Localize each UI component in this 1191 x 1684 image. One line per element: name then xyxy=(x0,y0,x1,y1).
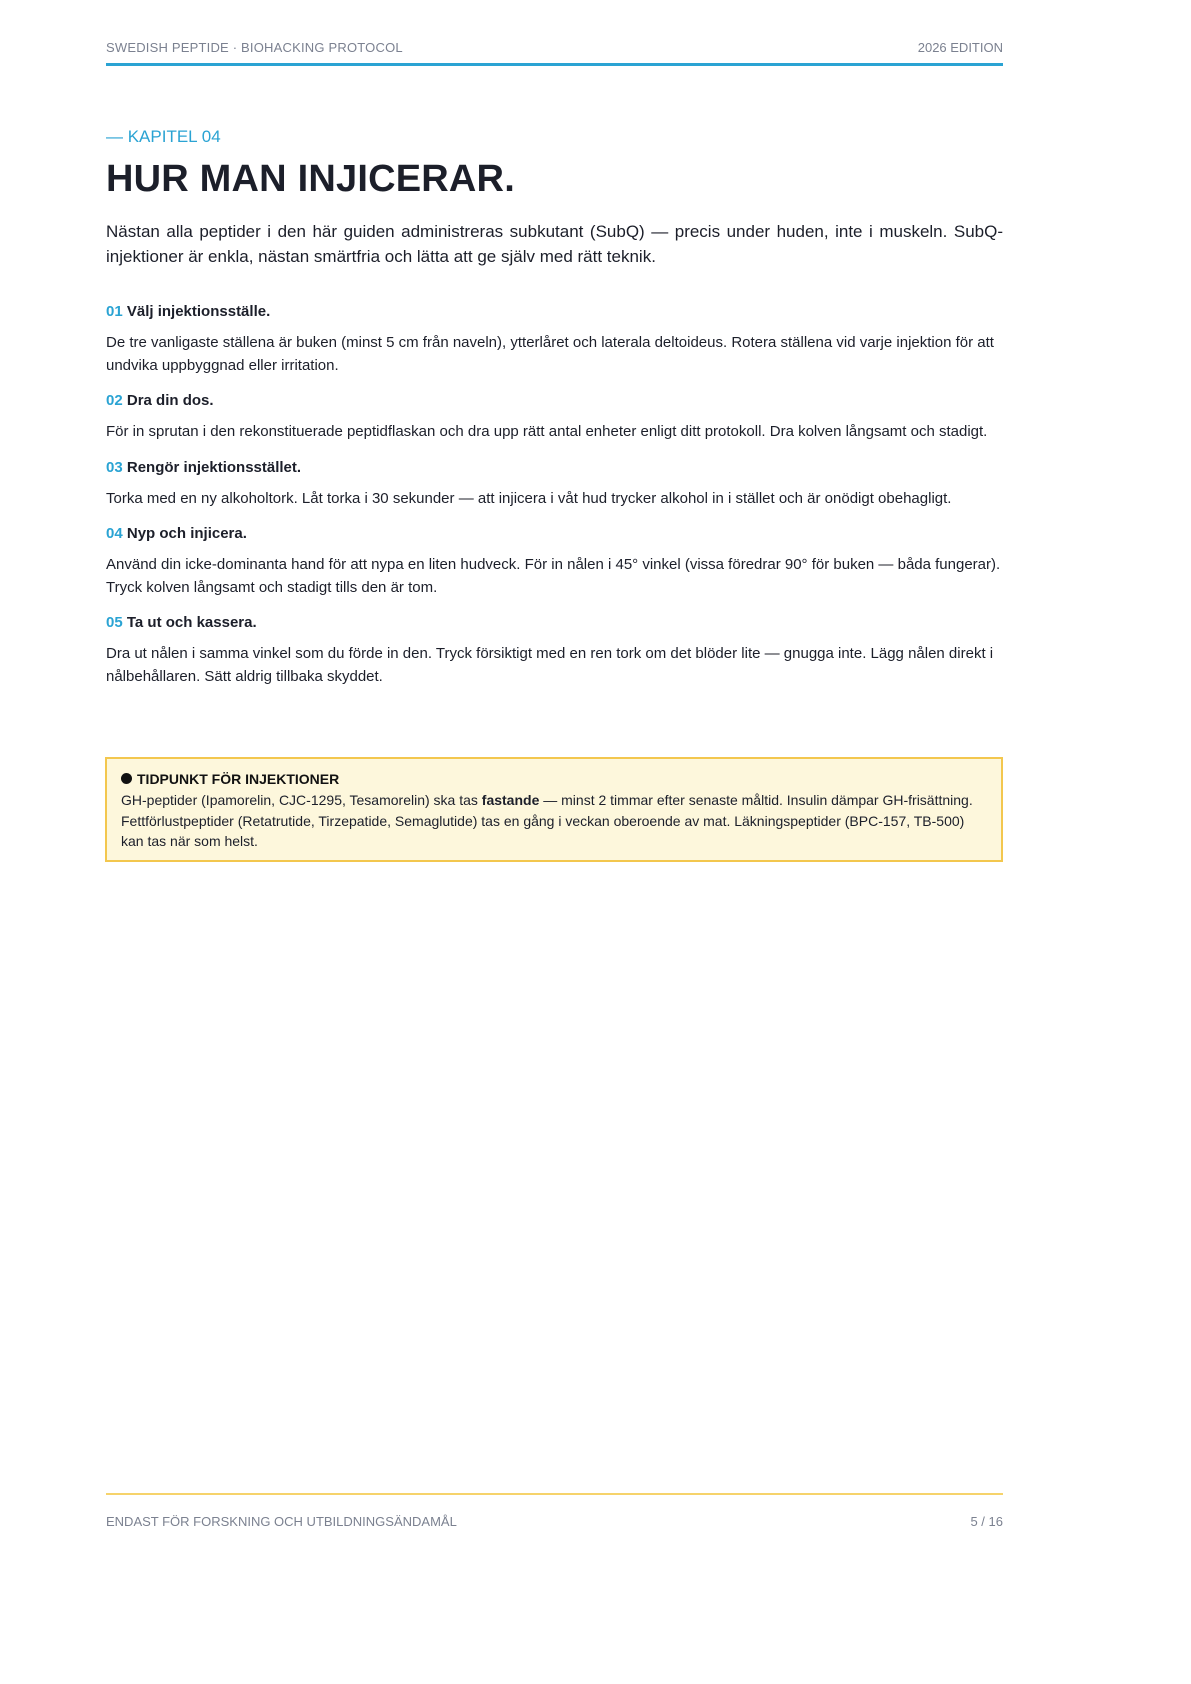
step-text: Dra ut nålen i samma vinkel som du förde in den. Tryck försiktigt med en ren tork om det blöder lite — gnugga inte. Lägg nålen direkt i nålbehållaren. Sätt aldrig tillbaka skyddet. xyxy=(106,645,994,685)
step-item xyxy=(106,390,1003,444)
step-title: Dra din dos. xyxy=(126,392,214,409)
footer-disclaimer: ENDAST FÖR FORSKNING OCH UTBILDNINGSÄNDAMÅL xyxy=(106,1514,457,1529)
step-number: 04 xyxy=(106,525,123,542)
chapter-lead: Nästan alla peptider i den här guiden administreras subkutant (SubQ) — precis under huden, inte i muskeln. SubQ-injektioner är enkla, nästan smärtfria och lätta att ge själv med rätt teknik. xyxy=(106,222,1003,266)
chapter-kicker: — KAPITEL 04 xyxy=(106,127,221,146)
callout-text xyxy=(121,790,987,852)
step-text: Använd din icke-dominanta hand för att nypa en liten hudveck. För in nålen i 45° vinkel (vissa föredrar 90° för buken — båda fungerar). Tryck kolven långsamt och stadigt tills den är tom. xyxy=(106,556,1001,596)
step-item xyxy=(106,457,1003,511)
step-text: De tre vanligaste ställena är buken (minst 5 cm från naveln), ytterlåret och laterala deltoideus. Rotera ställena vid varje injektion för att undvika uppbyggnad eller irritation. xyxy=(106,334,994,374)
callout-text-start: GH-peptider (Ipamorelin, CJC-1295, Tesamorelin) ska tas xyxy=(121,792,482,808)
callout-emphasis: fastande xyxy=(481,792,540,808)
callout-text-end: — minst 2 timmar efter senaste måltid. Insulin dämpar GH-frisättning. Fettförlustpeptider (Retatrutide, Tirzepatide, Semaglutide) tas en gång i veckan oberoende av mat. Läkningspeptider (BPC-157, TB-500) kan tas när som helst. xyxy=(121,792,973,849)
step-heading xyxy=(106,523,1003,545)
callout-heading xyxy=(121,769,987,789)
step-heading xyxy=(106,301,1003,323)
step-text: Torka med en ny alkoholtork. Låt torka i 30 sekunder — att injicera i våt hud trycker alkohol in i stället och är onödigt obehagligt. xyxy=(106,489,952,507)
header-edition: 2026 EDITION xyxy=(917,40,1003,55)
step-heading xyxy=(106,457,1003,479)
step-number: 05 xyxy=(106,614,123,631)
step-title: Ta ut och kassera. xyxy=(126,614,257,631)
step-item xyxy=(106,612,1003,688)
step-heading xyxy=(106,612,1003,634)
step-heading xyxy=(106,390,1003,412)
step-title: Rengör injektionsstället. xyxy=(126,458,302,476)
callout-title: TIDPUNKT FÖR INJEKTIONER xyxy=(137,771,340,787)
step-number: 02 xyxy=(106,392,123,409)
step-number: 03 xyxy=(106,458,123,476)
chapter-title: HUR MAN INJICERAR. xyxy=(106,158,515,200)
step-item xyxy=(106,523,1003,599)
step-title: Välj injektionsställe. xyxy=(126,303,271,320)
page-header xyxy=(106,38,1003,66)
header-brand: SWEDISH PEPTIDE · BIOHACKING PROTOCOL xyxy=(106,40,403,55)
page-number: 5 / 16 xyxy=(970,1514,1003,1529)
injection-timing-callout xyxy=(105,757,1003,862)
injection-steps xyxy=(106,301,1003,701)
step-title: Nyp och injicera. xyxy=(126,525,247,542)
step-text: För in sprutan i den rekonstituerade peptidflaskan och dra upp rätt antal enheter enligt ditt protokoll. Dra kolven långsamt och stadigt. xyxy=(106,423,988,440)
bullet-icon xyxy=(121,773,132,784)
step-number: 01 xyxy=(106,303,123,320)
step-item xyxy=(106,301,1003,377)
page-footer xyxy=(106,1493,1003,1529)
